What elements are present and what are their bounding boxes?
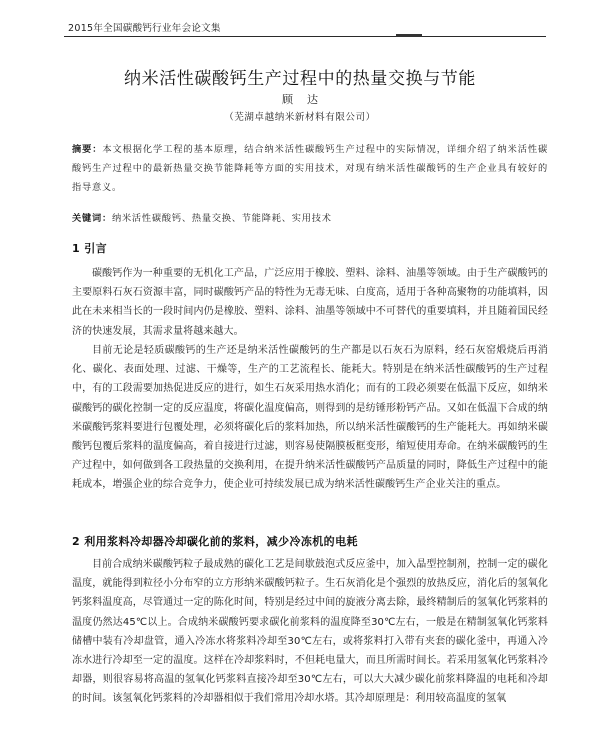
paper-title: 纳米活性碳酸钙生产过程中的热量交换与节能 bbox=[124, 69, 476, 89]
slurry-cooler-paragraph-1: 目前合成纳米碳酸钙粒子最成熟的碳化工艺是间歇鼓泡式反应釜中，加入晶型控制剂，控制一定的碳化温度，就能得到粒径小分布窄的立方形纳米碳酸钙粒子。生石灰消化是个强烈的放热反应，消化后的氢氧化钙浆料温度高，尽管通过一定的陈化时间，特别是经过中间的旋液分离去除，最终精制后的氢氧化钙浆料的温度仍然达45℃以上。合成纳米碳酸钙要求碳化前浆料的温度降至30℃左右，一般是在精制氢氧化钙浆料储槽中装有冷却盘管，通入冷冻水将浆料冷却至30℃左右，或将浆料打入带有夹套的碳化釜中，再通入冷冻水进行冷却至一定的温度。这样在冷却浆料时，不但耗电量大，而且所需时间长。若采用氢氧化钙浆料冷却器，则很容易将高温的氢氧化钙浆料直接冷却至30℃左右，可以大大减少碳化前浆料降温的电耗和冷却的时间。该氢氧化钙浆料的冷却器相似于我们常用冷却水塔。其冷却原理是：利用较高温度的氢氧 bbox=[72, 559, 548, 705]
keywords-text: 纳米活性碳酸钙、热量交换、节能降耗、实用技术 bbox=[111, 213, 332, 224]
abstract-label: 摘要： bbox=[72, 144, 103, 155]
header-rule-mark bbox=[396, 34, 422, 37]
author-name: 顾达 bbox=[282, 93, 332, 106]
section-heading-introduction: 1 引言 bbox=[72, 242, 108, 255]
intro-paragraph-1: 碳酸钙作为一种重要的无机化工产品，广泛应用于橡胶、塑料、涂料、油墨等领域。由于生产碳酸钙的主要原料石灰石资源丰富，同时碳酸钙产品的特性为无毒无味、白度高，适用于各种高聚物的功能填料，因此在未来相当长的一段时间内仍是橡胶、塑料、涂料、油墨等领域中不可替代的重要填料，并且随着国民经济的快速发展，其需求量将越来越大。 bbox=[72, 268, 548, 337]
author-affiliation: （芜湖卓越纳米新材料有限公司） bbox=[224, 112, 376, 123]
abstract bbox=[72, 140, 548, 197]
section-heading-slurry-cooler: 2 利用浆料冷却器冷却碳化前的浆料，减少冷冻机的电耗 bbox=[72, 535, 358, 548]
abstract-text: 本文根据化学工程的基本原理，结合纳米活性碳酸钙生产过程中的实际情况，详细介绍了纳米活性碳酸钙生产过程中的最新热量交换节能降耗等方面的实用技术，对现有纳米活性碳酸钙的生产企业具有较好的指导意义。 bbox=[72, 144, 549, 193]
keywords bbox=[72, 210, 548, 224]
header-rule bbox=[64, 36, 546, 37]
running-head: 2015年全国碳酸钙行业年会论文集 bbox=[68, 23, 221, 34]
intro-paragraph-2: 目前无论是轻质碳酸钙的生产还是纳米活性碳酸钙的生产都是以石灰石为原料，经石灰窑煅烧后再消化、碳化、表面处理、过滤、干燥等，生产的工艺流程长、能耗大。特别是在纳米活性碳酸钙的生产过程中，有的工段需要加热促进反应的进行，如生石灰采用热水消化；而有的工段必须要在低温下反应，如纳米碳酸钙的碳化控制一定的反应温度，将碳化温度偏高，则得到的是纺锤形粉钙产品。又如在低温下合成的纳米碳酸钙浆料要进行包覆处理，必须将碳化后的浆料加热，所以纳米活性碳酸钙的生产能耗大。再如纳米碳酸钙包覆后浆料的温度偏高，着自接进行过滤，则容易使隔膜板框变形，缩短使用寿命。在纳米碳酸钙的生产过程中，如何做到各工段热量的交换利用，在提升纳米活性碳酸钙产品质量的同时，降低生产过程中的能耗成本，增强企业的综合竞争力，使企业可持续发展已成为纳米活性碳酸钙生产企业关注的重点。 bbox=[72, 345, 548, 491]
keywords-label: 关键词： bbox=[72, 213, 112, 224]
